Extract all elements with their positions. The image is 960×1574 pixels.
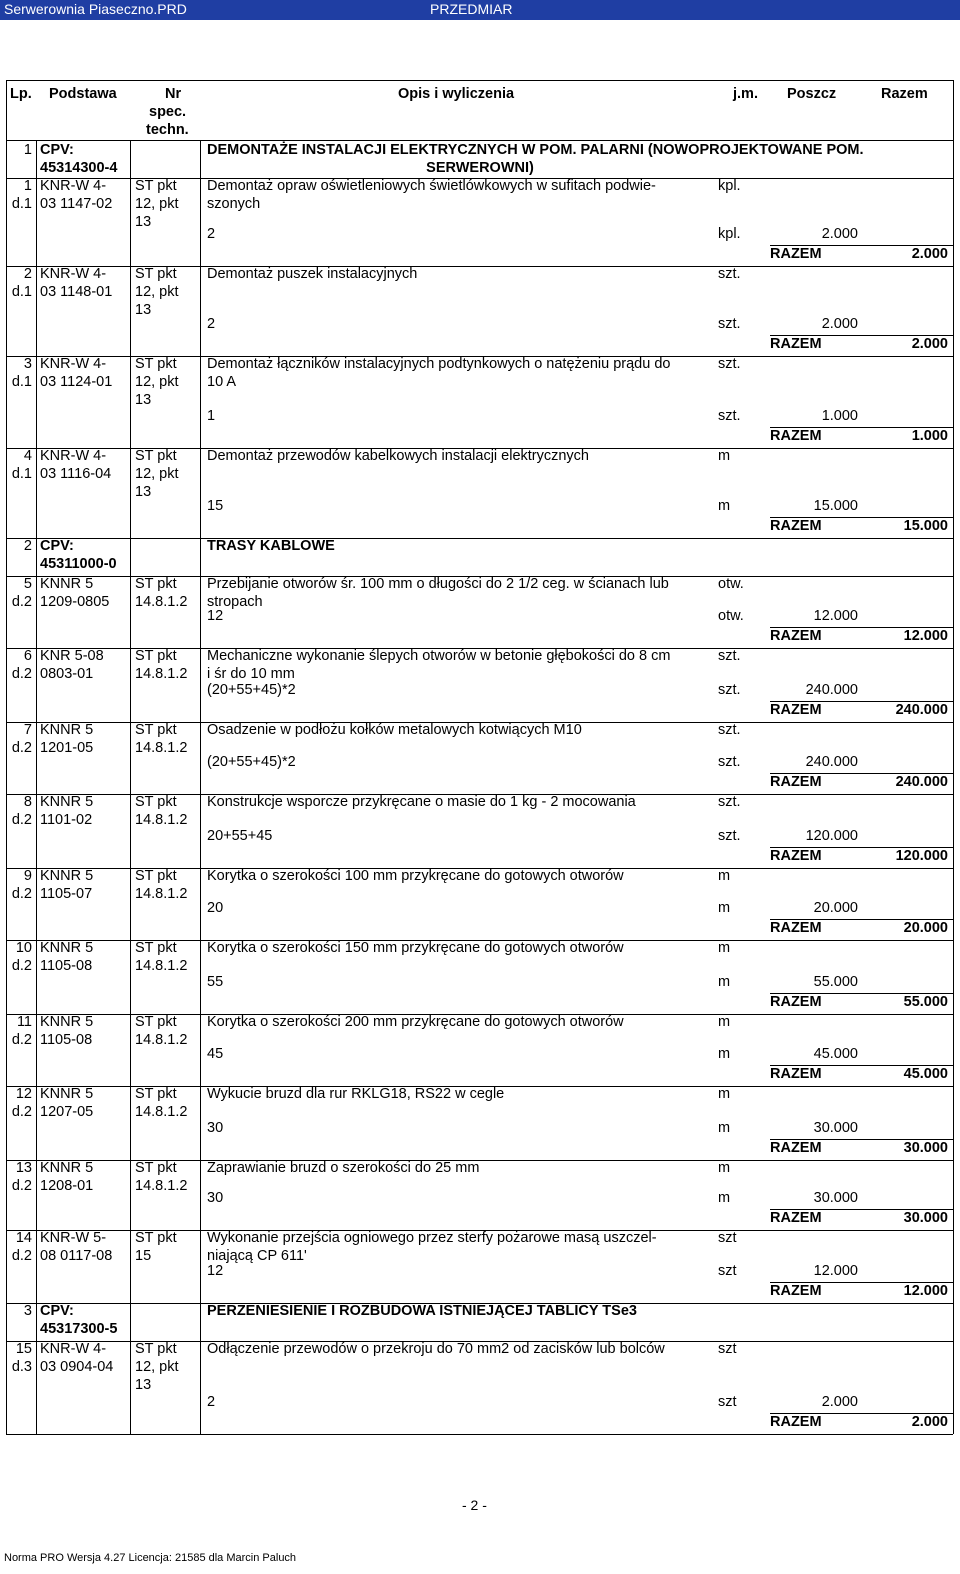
item-partial-value: 12.000: [813, 608, 858, 624]
group-lp: 1: [23, 142, 32, 158]
item-total-value: 30.000: [903, 1140, 948, 1156]
item-calculation: 20: [207, 900, 224, 916]
item-total-label: RAZEM: [770, 1140, 822, 1156]
item-calc-unit: m: [718, 498, 731, 514]
item-description: 10 A: [207, 374, 237, 390]
item-description: Demontaż przewodów kabelkowych instalacji elektrycznych: [207, 448, 589, 464]
item-description: Wykucie bruzd dla rur RKLG18, RS22 w cegle: [207, 1086, 505, 1102]
header-lp: Lp.: [10, 86, 32, 102]
item-description: Korytka o szerokości 150 mm przykręcane do gotowych otworów: [207, 940, 624, 956]
total-divider: [770, 1209, 953, 1210]
item-unit: m: [718, 1086, 731, 1102]
item-podstawa-code: 03 1148-01: [40, 284, 113, 300]
item-calculation: 2: [207, 1394, 216, 1410]
table-left-border: [6, 80, 7, 1434]
item-lp: 15: [15, 1341, 32, 1357]
item-spec-ref: 14.8.1.2: [135, 740, 188, 756]
item-section: d.2: [11, 1248, 32, 1264]
item-total-value: 2.000: [911, 336, 948, 352]
item-lp: 9: [23, 868, 32, 884]
group-title: DEMONTAŻE INSTALACJI ELEKTRYCZNYCH W POM. PALARNI (NOWOPROJEKTOWANE POM.: [207, 142, 864, 158]
item-spec-ref: ST pkt: [135, 1230, 177, 1246]
item-podstawa: KNR-W 5-: [40, 1230, 107, 1246]
table-top-border: [6, 80, 953, 81]
item-description: Korytka o szerokości 200 mm przykręcane do gotowych otworów: [207, 1014, 624, 1030]
header-poszcz: Poszcz: [787, 86, 837, 102]
item-description: Odłączenie przewodów o przekroju do 70 mm2 od zacisków lub bolców: [207, 1341, 665, 1357]
item-total-value: 30.000: [903, 1210, 948, 1226]
item-podstawa-code: 1208-01: [40, 1178, 94, 1194]
item-description: Przebijanie otworów śr. 100 mm o długości do 2 1/2 ceg. w ścianach lub: [207, 576, 669, 592]
group-lp: 2: [23, 538, 32, 554]
item-calc-unit: szt.: [718, 828, 741, 844]
item-podstawa-code: 1201-05: [40, 740, 94, 756]
item-total-label: RAZEM: [770, 336, 822, 352]
document-type: PRZEDMIAR: [430, 1, 513, 17]
item-calculation: (20+55+45)*2: [207, 682, 296, 698]
item-unit: m: [718, 868, 731, 884]
item-total-label: RAZEM: [770, 702, 822, 718]
item-calculation: 12: [207, 608, 224, 624]
item-unit: szt.: [718, 722, 741, 738]
group-podstawa-label: CPV:: [40, 1303, 74, 1319]
item-podstawa: KNR 5-08: [40, 648, 104, 664]
item-section: d.3: [11, 1359, 32, 1375]
item-total-label: RAZEM: [770, 774, 822, 790]
item-calc-unit: szt: [718, 1263, 737, 1279]
item-unit: szt.: [718, 794, 741, 810]
item-calc-unit: szt.: [718, 408, 741, 424]
item-section: d.2: [11, 666, 32, 682]
group-title: SERWEROWNI): [426, 160, 534, 176]
item-spec-ref: 14.8.1.2: [135, 666, 188, 682]
item-total-value: 55.000: [903, 994, 948, 1010]
item-calc-unit: m: [718, 1046, 731, 1062]
item-lp: 1: [23, 178, 32, 194]
item-total-value: 2.000: [911, 246, 948, 262]
item-total-label: RAZEM: [770, 1414, 822, 1430]
item-calculation: 20+55+45: [207, 828, 273, 844]
item-description: szonych: [207, 196, 261, 212]
item-spec-ref: ST pkt: [135, 1014, 177, 1030]
item-spec-ref: 14.8.1.2: [135, 594, 188, 610]
item-spec-ref: 13: [135, 392, 152, 408]
item-spec-ref: ST pkt: [135, 266, 177, 282]
item-calc-unit: szt.: [718, 754, 741, 770]
item-spec-ref: ST pkt: [135, 1341, 177, 1357]
item-calc-unit: m: [718, 900, 731, 916]
item-total-value: 2.000: [911, 1414, 948, 1430]
item-calculation: 45: [207, 1046, 224, 1062]
item-spec-ref: ST pkt: [135, 356, 177, 372]
item-spec-ref: 13: [135, 1377, 152, 1393]
item-spec-ref: 12, pkt: [135, 1359, 179, 1375]
item-description: niającą CP 611': [207, 1248, 307, 1264]
item-spec-ref: ST pkt: [135, 940, 177, 956]
item-podstawa: KNNR 5: [40, 576, 94, 592]
item-spec-ref: ST pkt: [135, 178, 177, 194]
total-divider: [770, 1282, 953, 1283]
item-total-label: RAZEM: [770, 1283, 822, 1299]
item-calculation: 2: [207, 316, 216, 332]
item-spec-ref: 14.8.1.2: [135, 1032, 188, 1048]
item-section: d.2: [11, 812, 32, 828]
item-total-label: RAZEM: [770, 994, 822, 1010]
item-partial-value: 240.000: [805, 682, 858, 698]
item-description: Demontaż opraw oświetleniowych świetlówkowych w sufitach podwie-: [207, 178, 656, 194]
item-calculation: 30: [207, 1120, 224, 1136]
item-podstawa-code: 03 1147-02: [40, 196, 113, 212]
item-podstawa-code: 03 1124-01: [40, 374, 113, 390]
item-spec-ref: 14.8.1.2: [135, 1104, 188, 1120]
item-lp: 3: [23, 356, 32, 372]
item-spec-ref: 13: [135, 214, 152, 230]
item-podstawa: KNNR 5: [40, 940, 94, 956]
row-divider: [6, 1434, 953, 1435]
item-podstawa: KNR-W 4-: [40, 1341, 107, 1357]
total-divider: [770, 1065, 953, 1066]
header-razem: Razem: [881, 86, 928, 102]
item-spec-ref: 14.8.1.2: [135, 958, 188, 974]
item-calc-unit: otw.: [718, 608, 744, 624]
item-spec-ref: ST pkt: [135, 1160, 177, 1176]
item-calc-unit: szt.: [718, 682, 741, 698]
item-podstawa: KNNR 5: [40, 1160, 94, 1176]
column-divider: [36, 140, 37, 1434]
item-partial-value: 55.000: [813, 974, 858, 990]
item-partial-value: 30.000: [813, 1120, 858, 1136]
item-podstawa-code: 03 1116-04: [40, 466, 112, 482]
item-partial-value: 1.000: [821, 408, 858, 424]
item-total-label: RAZEM: [770, 1210, 822, 1226]
item-unit: szt: [718, 1230, 737, 1246]
header-techn: techn.: [146, 122, 189, 138]
item-section: d.1: [11, 196, 32, 212]
group-podstawa-label: CPV:: [40, 538, 74, 554]
item-calculation: 12: [207, 1263, 224, 1279]
item-total-value: 12.000: [903, 628, 948, 644]
header-opis: Opis i wyliczenia: [398, 86, 515, 102]
total-divider: [770, 847, 953, 848]
item-lp: 13: [15, 1160, 32, 1176]
item-spec-ref: 12, pkt: [135, 466, 179, 482]
item-description: Osadzenie w podłożu kołków metalowych kotwiących M10: [207, 722, 582, 738]
item-lp: 5: [23, 576, 32, 592]
total-divider: [770, 1413, 953, 1414]
group-cpv-code: 45311000-0: [40, 556, 117, 572]
group-lp: 3: [23, 1303, 32, 1319]
total-divider: [770, 427, 953, 428]
header-spec: spec.: [149, 104, 187, 120]
item-lp: 4: [23, 448, 32, 464]
item-total-label: RAZEM: [770, 920, 822, 936]
item-calc-unit: m: [718, 1120, 731, 1136]
item-unit: szt: [718, 1341, 737, 1357]
item-unit: otw.: [718, 576, 744, 592]
item-total-value: 12.000: [903, 1283, 948, 1299]
item-lp: 14: [15, 1230, 32, 1246]
total-divider: [770, 517, 953, 518]
item-podstawa: KNR-W 4-: [40, 448, 107, 464]
item-calculation: 30: [207, 1190, 224, 1206]
item-spec-ref: 12, pkt: [135, 196, 179, 212]
item-total-value: 240.000: [895, 702, 948, 718]
total-divider: [770, 627, 953, 628]
item-partial-value: 2.000: [821, 316, 858, 332]
item-partial-value: 2.000: [821, 226, 858, 242]
header-bottom-border: [6, 140, 953, 141]
total-divider: [770, 701, 953, 702]
item-lp: 8: [23, 794, 32, 810]
item-podstawa-code: 1105-08: [40, 1032, 93, 1048]
item-total-label: RAZEM: [770, 848, 822, 864]
item-spec-ref: 15: [135, 1248, 152, 1264]
item-podstawa: KNR-W 4-: [40, 178, 107, 194]
item-calc-unit: m: [718, 1190, 731, 1206]
item-calc-unit: kpl.: [718, 226, 741, 242]
total-divider: [770, 245, 953, 246]
item-partial-value: 45.000: [813, 1046, 858, 1062]
item-total-label: RAZEM: [770, 518, 822, 534]
item-lp: 12: [15, 1086, 32, 1102]
item-unit: m: [718, 1160, 731, 1176]
item-podstawa-code: 03 0904-04: [40, 1359, 114, 1375]
item-podstawa: KNNR 5: [40, 794, 94, 810]
item-spec-ref: ST pkt: [135, 868, 177, 884]
item-section: d.1: [11, 284, 32, 300]
item-spec-ref: 12, pkt: [135, 374, 179, 390]
item-calculation: (20+55+45)*2: [207, 754, 296, 770]
total-divider: [770, 993, 953, 994]
total-divider: [770, 773, 953, 774]
item-total-value: 1.000: [911, 428, 948, 444]
item-total-label: RAZEM: [770, 428, 822, 444]
item-total-label: RAZEM: [770, 628, 822, 644]
item-calc-unit: szt: [718, 1394, 737, 1410]
item-description: Demontaż puszek instalacyjnych: [207, 266, 418, 282]
item-podstawa: KNNR 5: [40, 868, 94, 884]
item-calculation: 2: [207, 226, 216, 242]
item-podstawa-code: 1209-0805: [40, 594, 110, 610]
item-podstawa: KNNR 5: [40, 722, 94, 738]
item-total-label: RAZEM: [770, 1066, 822, 1082]
item-spec-ref: 14.8.1.2: [135, 812, 188, 828]
item-spec-ref: ST pkt: [135, 722, 177, 738]
item-description: Mechaniczne wykonanie ślepych otworów w betonie głębokości do 8 cm: [207, 648, 671, 664]
item-section: d.2: [11, 1032, 32, 1048]
item-description: stropach: [207, 594, 263, 610]
item-partial-value: 2.000: [821, 1394, 858, 1410]
group-title: PERZENIESIENIE I ROZBUDOWA ISTNIEJĄCEJ TABLICY TSe3: [207, 1303, 637, 1319]
item-spec-ref: ST pkt: [135, 1086, 177, 1102]
item-podstawa-code: 1207-05: [40, 1104, 94, 1120]
item-podstawa: KNNR 5: [40, 1014, 94, 1030]
header-jm: j.m.: [733, 86, 758, 102]
item-spec-ref: 13: [135, 484, 152, 500]
item-total-value: 240.000: [895, 774, 948, 790]
item-spec-ref: ST pkt: [135, 576, 177, 592]
item-podstawa-code: 08 0117-08: [40, 1248, 113, 1264]
item-calculation: 15: [207, 498, 224, 514]
column-divider: [200, 140, 201, 1434]
item-spec-ref: ST pkt: [135, 794, 177, 810]
item-partial-value: 30.000: [813, 1190, 858, 1206]
item-section: d.2: [11, 1104, 32, 1120]
item-partial-value: 20.000: [813, 900, 858, 916]
document-title: Serwerownia Piaseczno.PRD: [4, 1, 187, 17]
header-nr: Nr: [165, 86, 182, 102]
item-podstawa-code: 1105-07: [40, 886, 93, 902]
footer-license: Norma PRO Wersja 4.27 Licencja: 21585 dla Marcin Paluch: [4, 1552, 297, 1564]
item-spec-ref: 14.8.1.2: [135, 886, 188, 902]
item-unit: m: [718, 448, 731, 464]
item-lp: 6: [23, 648, 32, 664]
item-unit: m: [718, 940, 731, 956]
item-lp: 7: [23, 722, 32, 738]
item-total-value: 20.000: [903, 920, 948, 936]
item-calculation: 55: [207, 974, 224, 990]
item-spec-ref: 14.8.1.2: [135, 1178, 188, 1194]
item-description: Konstrukcje wsporcze przykręcane o masie do 1 kg - 2 mocowania: [207, 794, 636, 810]
item-partial-value: 120.000: [805, 828, 858, 844]
item-section: d.1: [11, 466, 32, 482]
item-podstawa-code: 0803-01: [40, 666, 94, 682]
item-podstawa-code: 1101-02: [40, 812, 93, 828]
item-unit: kpl.: [718, 178, 741, 194]
item-total-value: 120.000: [895, 848, 948, 864]
item-lp: 10: [15, 940, 32, 956]
page-number: - 2 -: [462, 1497, 487, 1513]
item-total-value: 45.000: [903, 1066, 948, 1082]
item-unit: szt.: [718, 648, 741, 664]
item-total-value: 15.000: [903, 518, 948, 534]
group-cpv-code: 45317300-5: [40, 1321, 118, 1337]
group-podstawa-label: CPV:: [40, 142, 74, 158]
item-section: d.1: [11, 374, 32, 390]
item-description: Zaprawianie bruzd o szerokości do 25 mm: [207, 1160, 480, 1176]
item-unit: szt.: [718, 356, 741, 372]
group-title: TRASY KABLOWE: [207, 538, 335, 554]
header-podstawa: Podstawa: [49, 86, 117, 102]
item-section: d.2: [11, 740, 32, 756]
item-lp: 2: [23, 266, 32, 282]
item-partial-value: 12.000: [813, 1263, 858, 1279]
item-calc-unit: m: [718, 974, 731, 990]
item-description: i śr do 10 mm: [207, 666, 295, 682]
item-unit: szt.: [718, 266, 741, 282]
item-total-label: RAZEM: [770, 246, 822, 262]
item-description: Demontaż łączników instalacyjnych podtynkowych o natężeniu prądu do: [207, 356, 671, 372]
item-partial-value: 240.000: [805, 754, 858, 770]
item-section: d.2: [11, 886, 32, 902]
title-bar: [0, 0, 960, 20]
item-spec-ref: 13: [135, 302, 152, 318]
column-divider: [130, 140, 131, 1434]
item-section: d.2: [11, 958, 32, 974]
total-divider: [770, 1139, 953, 1140]
item-podstawa: KNNR 5: [40, 1086, 94, 1102]
item-podstawa-code: 1105-08: [40, 958, 93, 974]
group-cpv-code: 45314300-4: [40, 160, 118, 176]
item-partial-value: 15.000: [813, 498, 858, 514]
total-divider: [770, 335, 953, 336]
item-calc-unit: szt.: [718, 316, 741, 332]
item-description: Wykonanie przejścia ogniowego przez sterfy pożarowe masą uszczel-: [207, 1230, 657, 1246]
table-right-border: [953, 80, 954, 1434]
item-unit: m: [718, 1014, 731, 1030]
total-divider: [770, 919, 953, 920]
item-calculation: 1: [207, 408, 216, 424]
row-divider: [6, 538, 953, 539]
item-spec-ref: ST pkt: [135, 448, 177, 464]
item-podstawa: KNR-W 4-: [40, 266, 107, 282]
item-section: d.2: [11, 1178, 32, 1194]
item-spec-ref: 12, pkt: [135, 284, 179, 300]
item-lp: 11: [16, 1014, 32, 1030]
item-podstawa: KNR-W 4-: [40, 356, 107, 372]
item-section: d.2: [11, 594, 32, 610]
item-description: Korytka o szerokości 100 mm przykręcane do gotowych otworów: [207, 868, 624, 884]
item-spec-ref: ST pkt: [135, 648, 177, 664]
